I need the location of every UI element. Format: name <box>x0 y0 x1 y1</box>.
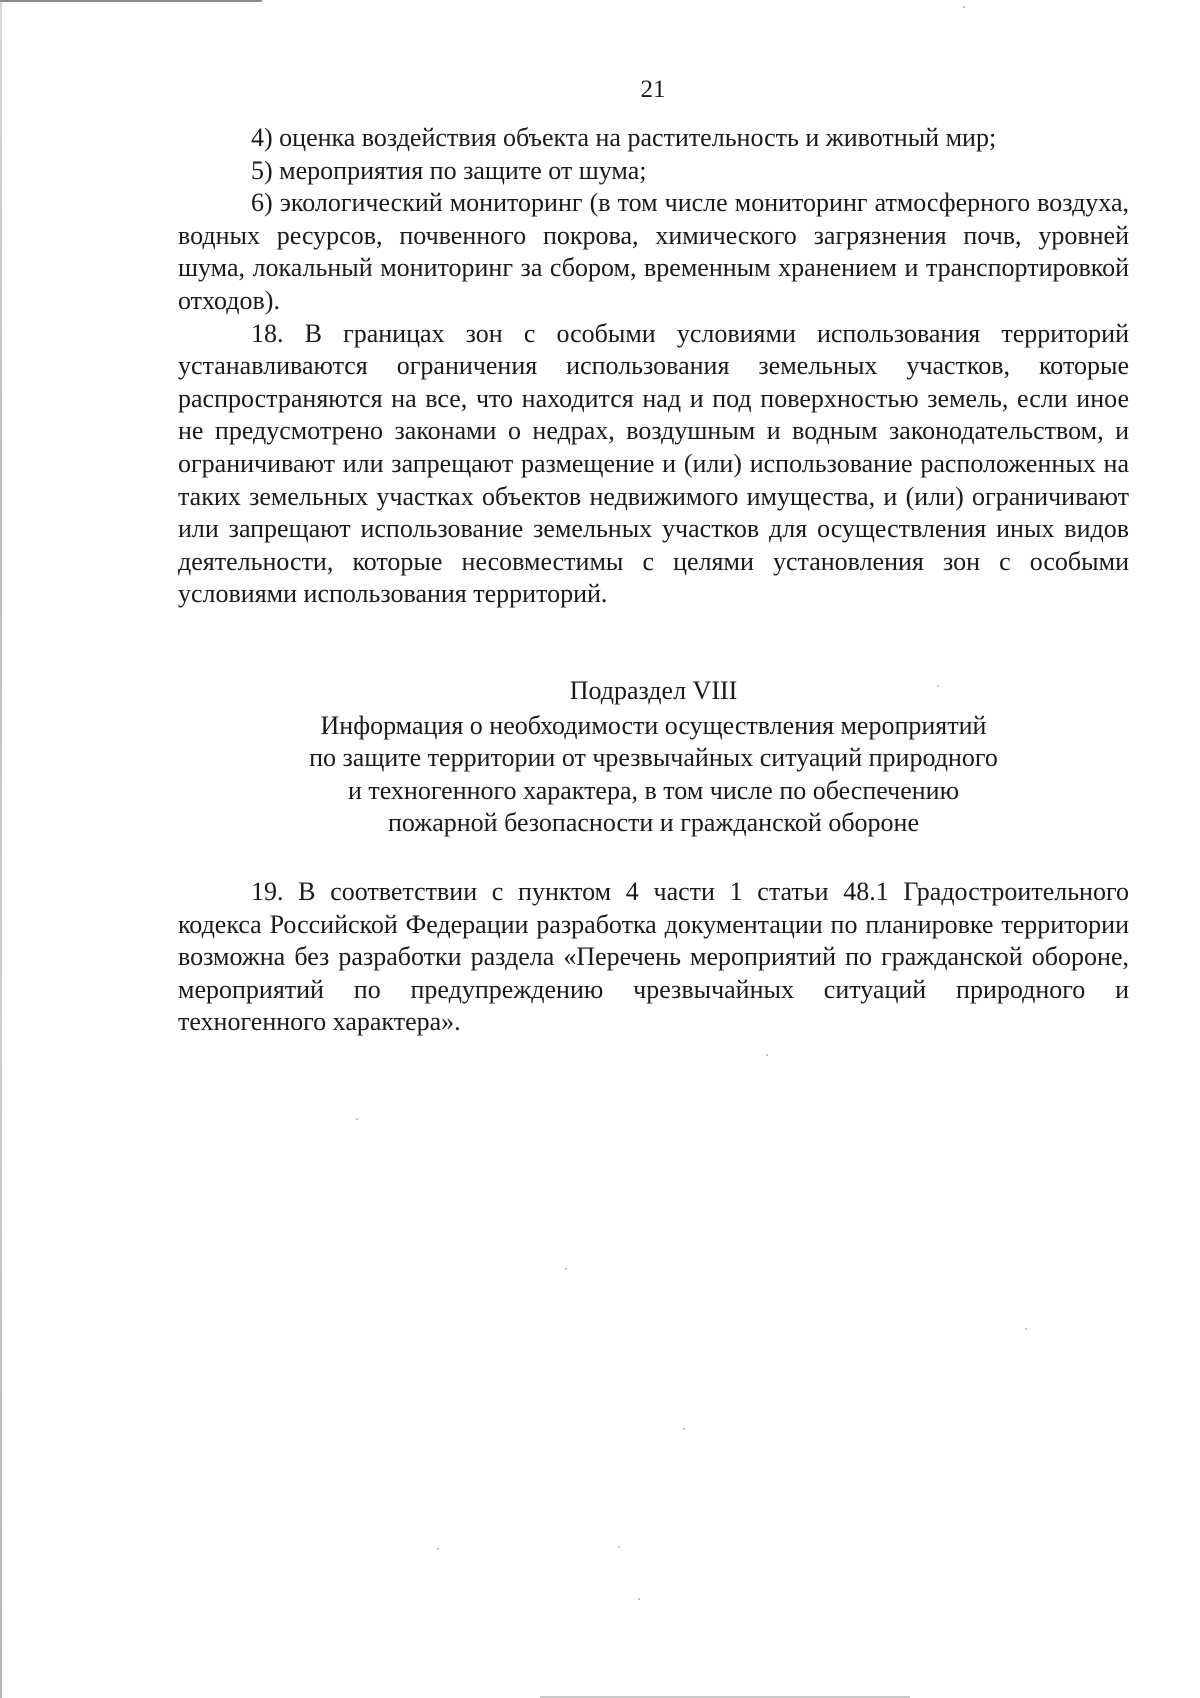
body-text-bottom <box>178 876 1129 1039</box>
scan-speck <box>963 6 965 8</box>
subsection-heading <box>178 675 1129 840</box>
page-number: 21 <box>640 76 666 103</box>
scan-speck <box>1025 1328 1027 1330</box>
scan-left-edge <box>0 0 2 1698</box>
subsection-title-line: Информация о необходимости осуществления мероприятий <box>320 710 987 740</box>
scan-speck <box>766 1054 768 1056</box>
scan-top-mark <box>0 0 262 2</box>
scan-speck <box>937 685 939 687</box>
subsection-label: Подраздел VIII <box>569 676 738 705</box>
subsection-title-line: пожарной безопасности и гражданской обороне <box>387 808 920 838</box>
paragraph-item-6: 6) экологический мониторинг (в том числе мониторинг атмосферного воздуха, водных ресурсов, почвенного покрова, химического загрязнения почв, уровней шума, локальный мониторинг за сбором, временным хранением и транспортировкой отходов). <box>178 188 1129 315</box>
paragraph-19: 19. В соответствии с пунктом 4 части 1 статьи 48.1 Градостроительного кодекса Российской Федерации разработка документации по планировке территории возможна без разработки раздела «Перечень мероприятий по гражданской обороне, мероприятий по предупреждению чрезвычайных ситуаций природного и техногенного характера». <box>178 877 1129 1037</box>
subsection-title-line: по защите территории от чрезвычайных ситуаций природного <box>309 743 998 773</box>
scan-speck <box>618 1546 620 1548</box>
scan-speck <box>437 1548 439 1550</box>
scan-speck <box>565 1268 567 1270</box>
scan-speck <box>356 1118 358 1120</box>
body-text-top <box>178 122 1129 611</box>
paragraph-18: 18. В границах зон с особыми условиями использования территорий устанавливаются ограничения использования земельных участков, которые распространяются на все, что находится над и под поверхностью земель, если иное не предусмотрено законами о недрах, воздушным и водным законодательством, и ограничивают или запрещают размещение и (или) использование расположенных на таких земельных участках объектов недвижимого имущества, и (или) ограничивают или запрещают использование земельных участков для осуществления иных видов деятельности, которые несовместимы с целями установления зон с особыми условиями использования территорий. <box>178 318 1129 609</box>
paragraph-item-4: 4) оценка воздействия объекта на растительность и животный мир; <box>251 123 997 152</box>
paragraph-item-5: 5) мероприятия по защите от шума; <box>251 155 647 185</box>
subsection-title-line: и техногенного характера, в том числе по обеспечению <box>347 775 960 805</box>
scan-speck <box>683 1428 685 1430</box>
scan-speck <box>638 1598 640 1600</box>
